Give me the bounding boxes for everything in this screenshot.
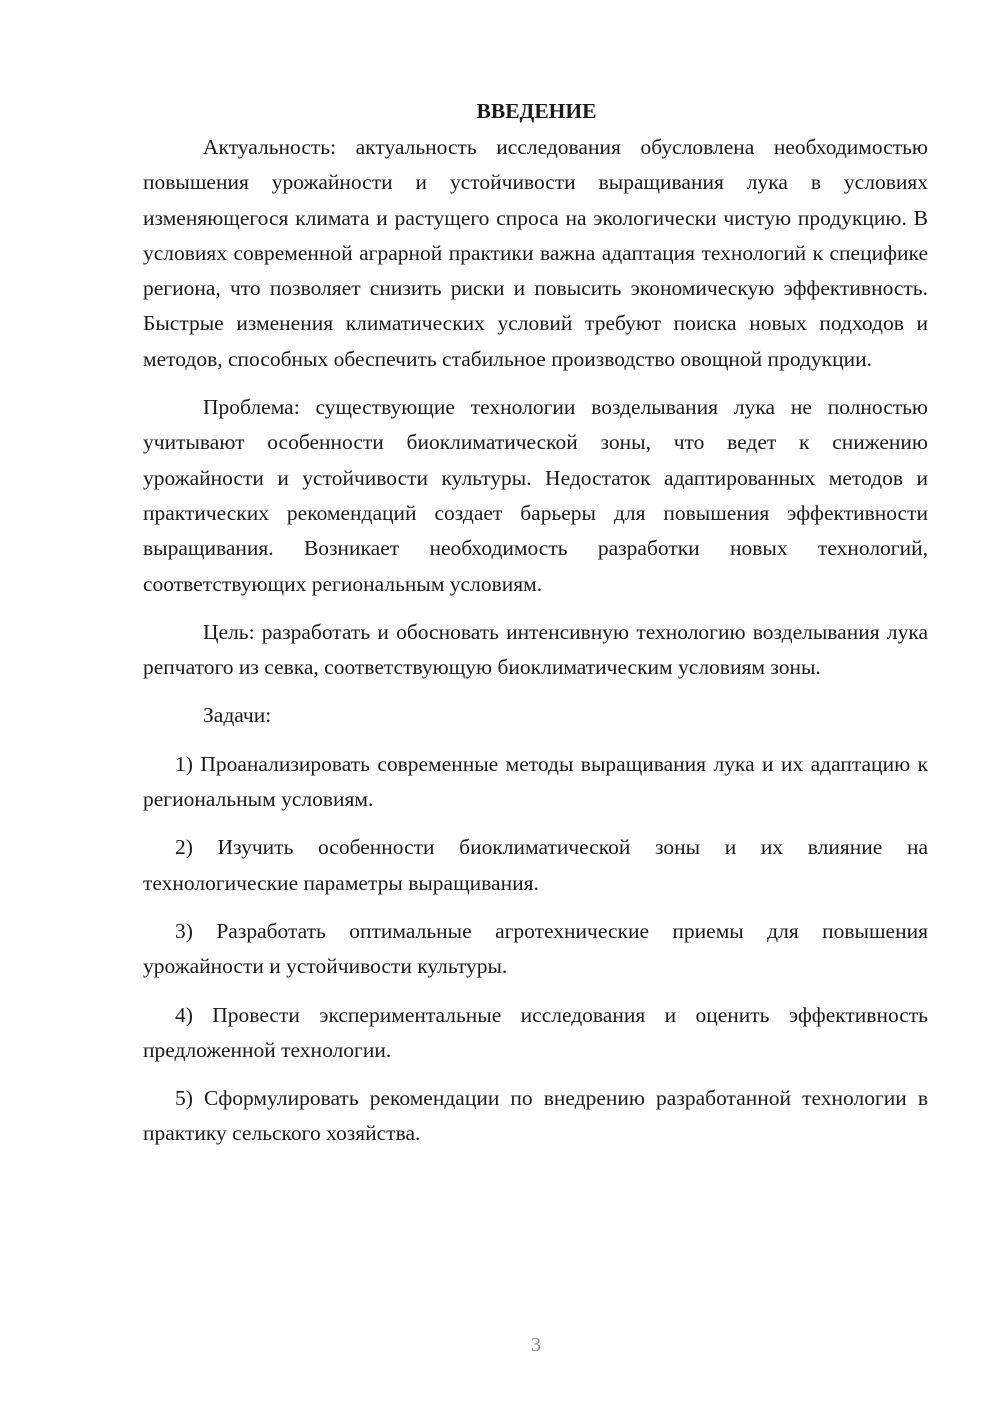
task-item-2: 2) Изучить особенности биоклиматической зоны и их влияние на технологические параметры выращивания. [143, 835, 928, 895]
problem-paragraph: Проблема: существующие технологии возделывания лука не полностью учитывают особенности биоклиматической зоны, что ведет к снижению урожайности и устойчивости культуры. Недостаток адаптированных методов и практических рекомендаций создает барьеры для повышения эффективности выращивания. Возникает необходимость разработки новых технологий, соответствующих региональным условиям. [143, 395, 928, 596]
page-number: 3 [531, 1334, 541, 1356]
task-item-5: 5) Сформулировать рекомендации по внедрению разработанной технологии в практику сельского хозяйства. [143, 1086, 928, 1146]
relevance-paragraph: Актуальность: актуальность исследования обусловлена необходимостью повышения урожайности и устойчивости выращивания лука в условиях изменяющегося климата и растущего спроса на экологически чистую продукцию. В условиях современной аграрной практики важна адаптация технологий к специфике региона, что позволяет снизить риски и повысить экономическую эффективность. Быстрые изменения климатических условий требуют поиска новых подходов и методов, способных обеспечить стабильное производство овощной продукции. [143, 135, 928, 371]
tasks-label: Задачи: [203, 703, 272, 728]
task-item-3: 3) Разработать оптимальные агротехнические приемы для повышения урожайности и устойчивости культуры. [143, 918, 928, 979]
task-item-4: 4) Провести экспериментальные исследования и оценить эффективность предложенной технологии. [143, 1002, 928, 1062]
goal-paragraph: Цель: разработать и обосновать интенсивную технологию возделывания лука репчатого из севка, соответствующую биоклиматическим условиям зоны. [143, 619, 928, 680]
document-page [143, 94, 928, 1165]
task-item-1: 1) Проанализировать современные методы выращивания лука и их адаптацию к региональным условиям. [143, 751, 928, 812]
section-heading: ВВЕДЕНИЕ [476, 99, 597, 123]
